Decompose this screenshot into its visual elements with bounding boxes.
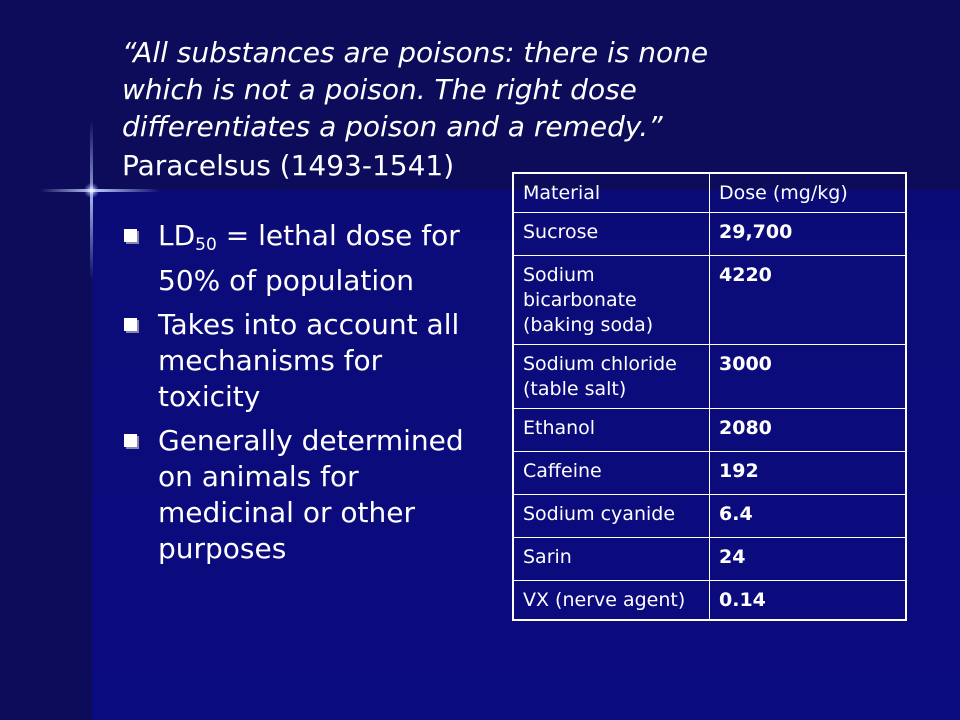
dose-cell: 2080 [710, 409, 907, 452]
header-dose: Dose (mg/kg) [710, 173, 907, 213]
decorative-sparkle-icon [84, 183, 99, 198]
dose-cell: 192 [710, 452, 907, 495]
table-row [513, 213, 906, 256]
table-header-row [513, 173, 906, 213]
bullet-list [122, 218, 482, 575]
square-bullet-icon [124, 229, 137, 242]
table-row [513, 538, 906, 581]
material-cell: Sodium bicarbonate (baking soda) [513, 256, 710, 345]
table-row [513, 256, 906, 345]
material-cell: Sarin [513, 538, 710, 581]
dose-cell: 0.14 [710, 581, 907, 621]
bullet-mechanisms [122, 307, 482, 415]
table-row [513, 345, 906, 409]
material-cell: Sucrose [513, 213, 710, 256]
bullet-mechanisms-text: Takes into account all mechanisms for toxicity [158, 308, 460, 413]
material-cell: Caffeine [513, 452, 710, 495]
quote-attribution: Paracelsus (1493-1541) [122, 149, 455, 182]
table-row [513, 452, 906, 495]
ld-prefix: LD [158, 219, 196, 252]
slide-background-left [0, 0, 92, 720]
decorative-glow-vertical [90, 120, 93, 280]
table-row [513, 409, 906, 452]
dose-cell: 4220 [710, 256, 907, 345]
dose-cell: 29,700 [710, 213, 907, 256]
dose-cell: 3000 [710, 345, 907, 409]
ld-definition: = lethal dose for 50% of population [158, 219, 460, 297]
square-bullet-icon [124, 434, 137, 447]
table-row [513, 495, 906, 538]
dose-cell: 24 [710, 538, 907, 581]
material-cell: VX (nerve agent) [513, 581, 710, 621]
bullet-animals [122, 423, 482, 567]
header-material: Material [513, 173, 710, 213]
material-cell: Sodium chloride (table salt) [513, 345, 710, 409]
ld-subscript: 50 [195, 235, 217, 255]
material-cell: Ethanol [513, 409, 710, 452]
bullet-animals-text: Generally determined on animals for medicinal or other purposes [158, 424, 464, 565]
ld50-dose-table [512, 172, 907, 621]
bullet-ld50 [122, 218, 482, 299]
table-row [513, 581, 906, 621]
square-bullet-icon [124, 318, 137, 331]
dose-cell: 6.4 [710, 495, 907, 538]
decorative-glow-horizontal [40, 189, 160, 192]
material-cell: Sodium cyanide [513, 495, 710, 538]
paracelsus-quote: “All substances are poisons: there is none which is not a poison. The right dose differentiates a poison and a remedy.” [122, 36, 709, 143]
